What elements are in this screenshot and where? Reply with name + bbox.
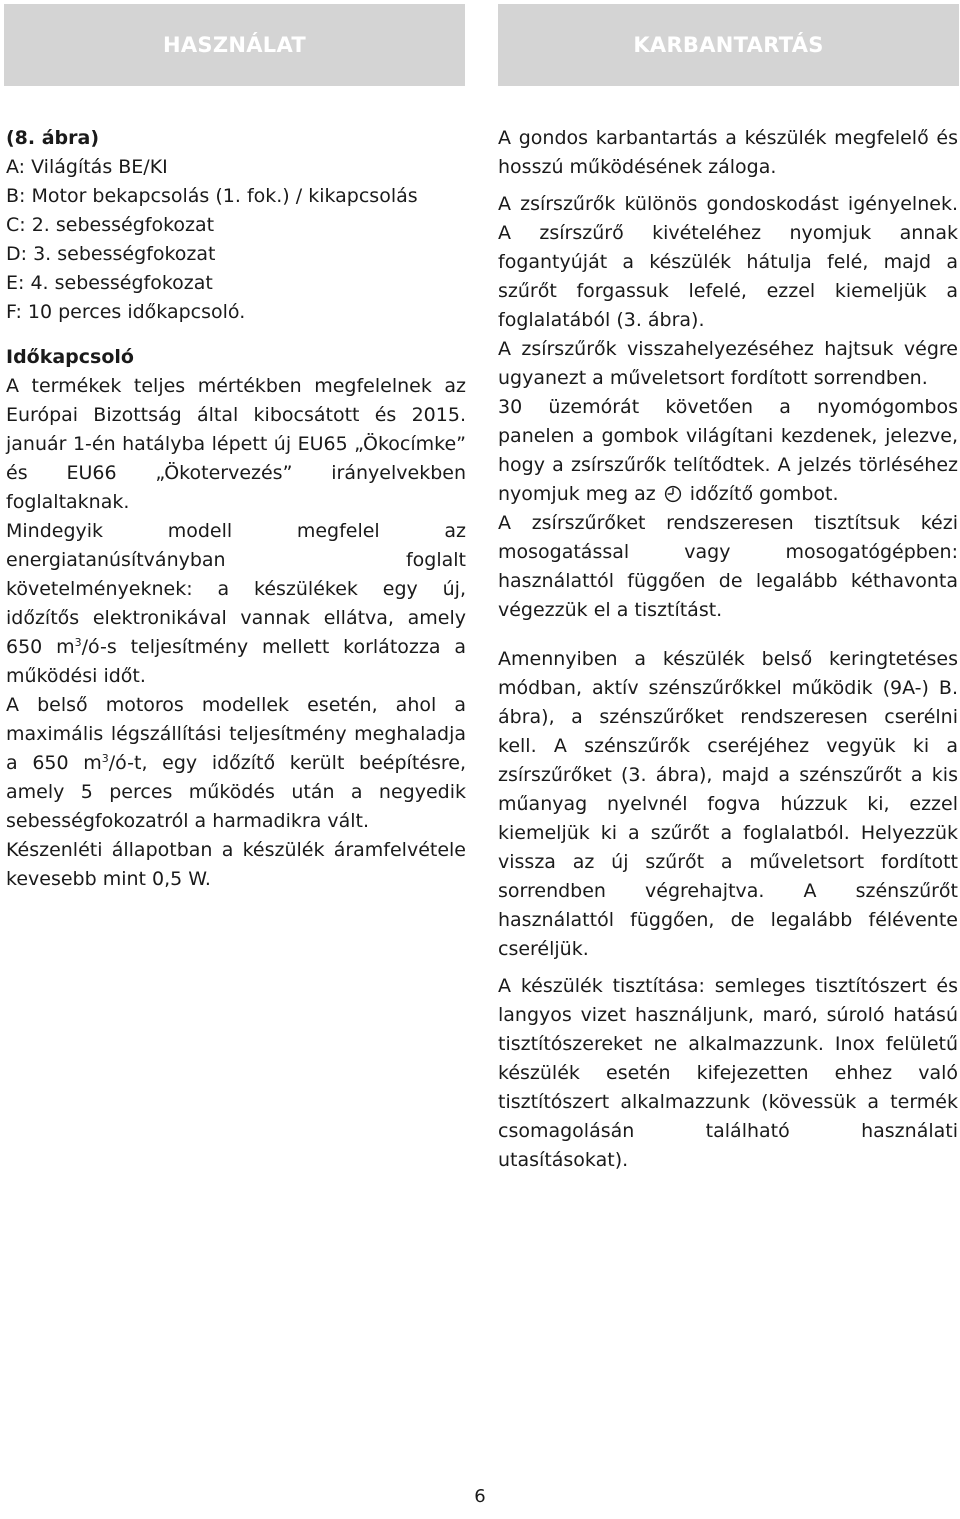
grease-filter-refit: A zsírszűrők visszahelyezéséhez hajtsuk végre ugyanezt a műveletsort fordított sorrendben. — [498, 338, 958, 389]
legend-item-f: F: 10 perces időkapcsoló. — [6, 301, 246, 323]
usage-column — [6, 124, 466, 894]
legend-item-e: E: 4. sebességfokozat — [6, 272, 213, 294]
grease-filter-removal: A zsírszűrők különös gondoskodást igényelnek. A zsírszűrő kivételéhez nyomjuk annak fogantyúját a készülék hátulja felé, majd a szűrőt forgassuk lefelé, ezzel kiemeljük a foglalatából (3. ábra). — [498, 193, 958, 331]
page-number: 6 — [474, 1486, 486, 1507]
figure-legend — [6, 124, 466, 327]
timer-heading: Időkapcsoló — [6, 346, 134, 368]
legend-item-d: D: 3. sebességfokozat — [6, 243, 216, 265]
motor-text-2: /ó-t, egy időzítő került beépítésre, amely 5 perces működés után a negyedik sebességfokozatról a harmadikra vált. — [6, 752, 466, 832]
figure-title: (8. ábra) — [6, 127, 100, 149]
maintenance-intro: A gondos karbantartás a készülék megfelelő és hosszú működésének záloga. — [498, 127, 958, 178]
header-maintenance-title: KARBANTARTÁS — [633, 33, 824, 57]
header-usage-title: HASZNÁLAT — [162, 33, 307, 57]
motor-text-1: A belső motoros modellek esetén, ahol a maximális légszállítási teljesítmény meghaladja a 650 m — [6, 694, 466, 774]
filter-saturation-paragraph — [498, 393, 958, 509]
header-usage — [4, 4, 465, 86]
header-maintenance — [498, 4, 959, 86]
saturation-text-2: időzítő gombot. — [689, 483, 839, 505]
appliance-cleaning-paragraph: A készülék tisztítása: semleges tisztítószert és langyos vizet használjunk, maró, súroló hatású tisztítószereket ne alkalmazzunk. Inox felületű készülék esetén kifejezetten ehhez való tisztítószert alkalmazzunk (kövessük a termék csomagolásán található használati utasításokat). — [498, 975, 958, 1171]
ecolabel-paragraph: A termékek teljes mértékben megfelelnek az Európai Bizottság által kibocsátott és 2015. január 1-én hatályba lépett új EU65 „Ökocímke” és EU66 „Ökotervezés” irányelvekben foglaltaknak. — [6, 375, 466, 513]
energy-text-1: Mindegyik modell megfelel az energiatanúsítványban foglalt követelményeknek: a készülékek egy új, időzítős elektronikával vannak ellátva, amely 650 m — [6, 520, 466, 658]
standby-paragraph: Készenléti állapotban a készülék áramfelvétele kevesebb mint 0,5 W. — [6, 839, 466, 890]
legend-item-c: C: 2. sebességfokozat — [6, 214, 215, 236]
carbon-filter-paragraph: Amennyiben a készülék belső keringtetéses módban, aktív szénszűrőkkel működik (9A-) B. ábra), a szénszűrőket rendszeresen cserélni kell. A szénszűrők cseréjéhez vegyük ki a zsírszűrőket (3. ábra), majd a szénszűrőt a kis műanyag nyelvnél fogva húzzuk ki, ezzel kiemeljük ki a szűrőt a foglalatból. Helyezzük vissza az új szűrőt a műveletsort fordított sorrendben végrehajtva. A szénszűrőt használattól függően, de legalább félévente cseréljük. — [498, 648, 958, 960]
timer-icon — [664, 485, 682, 503]
saturation-text-1: 30 üzemórát követően a nyomógombos panelen a gombok világítani kezdenek, jelezve, hogy a zsírszűrők telítődtek. A jelzés törléséhez nyomjuk meg az — [498, 396, 958, 505]
energy-text-2: /ó-s teljesítmény mellett korlátozza a működési időt. — [6, 636, 466, 687]
legend-item-b: B: Motor bekapcsolás (1. fok.) / kikapcsolás — [6, 185, 418, 207]
motor-superscript: 3 — [101, 752, 109, 765]
maintenance-column — [498, 124, 958, 1175]
grease-filter-cleaning: A zsírszűrőket rendszeresen tisztítsuk kézi mosogatással vagy mosogatógépben: használattól függően de legalább kéthavonta végezzük el a tisztítást. — [498, 512, 958, 621]
legend-item-a: A: Világítás BE/KI — [6, 156, 168, 178]
energy-paragraph — [6, 517, 466, 691]
energy-superscript: 3 — [74, 636, 82, 649]
motor-paragraph — [6, 691, 466, 836]
